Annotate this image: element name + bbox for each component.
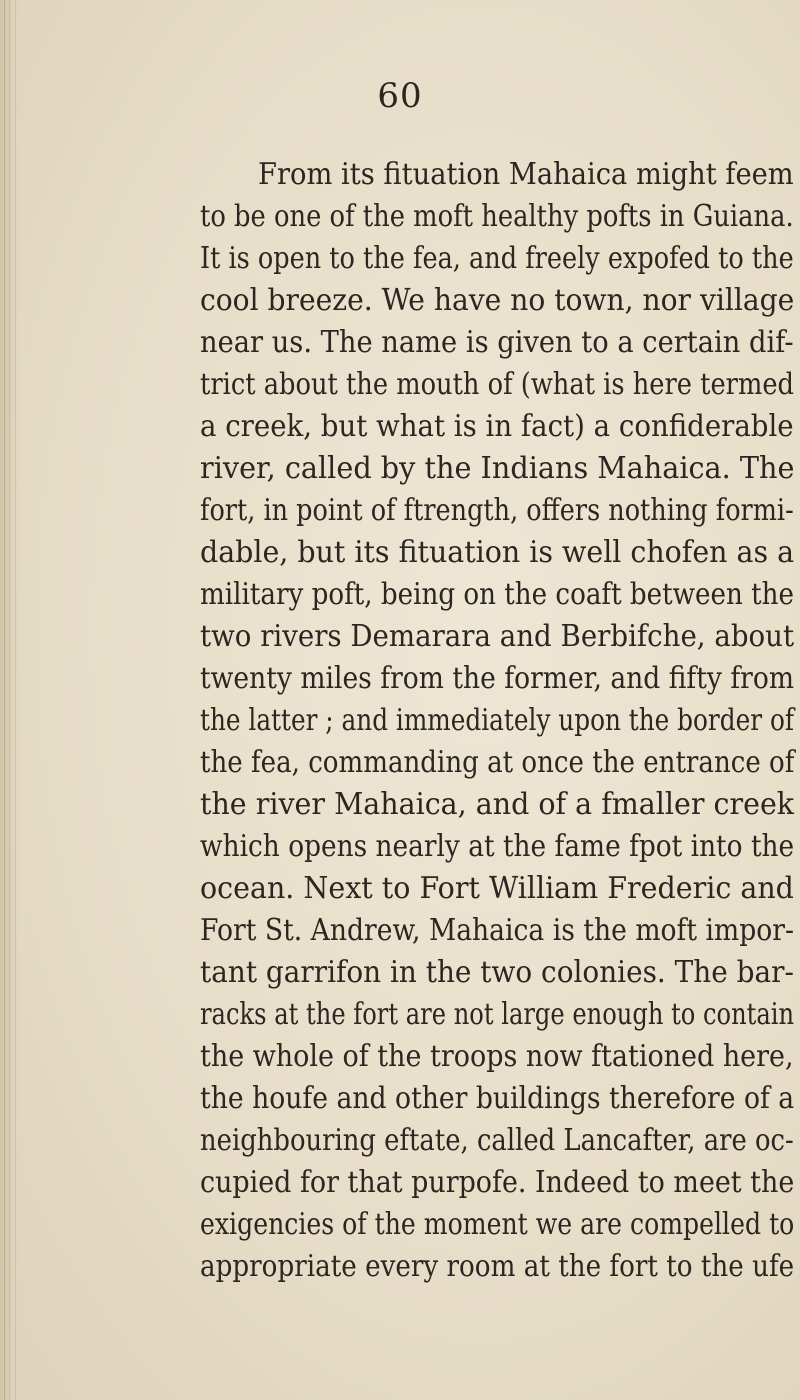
text-line: near us. The name is given to a certain dif- [200, 325, 794, 359]
text-line: which opens nearly at the fame fpot into the [200, 829, 795, 863]
text-line: exigencies of the moment we are compelled to [200, 1207, 795, 1241]
text-line: military poft, being on the coaft between the [200, 577, 794, 611]
text-line: It is open to the fea, and freely expofed to the [200, 241, 794, 275]
text-line: ocean. Next to Fort William Frederic and [200, 871, 794, 905]
text-line: appropriate every room at the fort to the ufe [200, 1249, 795, 1283]
gutter-line [9, 0, 10, 1400]
text-line: dable, but its fituation is well chofen as a [200, 535, 795, 569]
text-line: the houfe and other buildings therefore of a [200, 1081, 795, 1115]
text-line: the fea, commanding at once the entrance of [200, 745, 795, 779]
gutter-line [4, 0, 5, 1400]
text-line: Fort St. Andrew, Mahaica is the moft impor- [200, 913, 794, 947]
text-line: tant garrifon in the two colonies. The bar- [200, 955, 794, 989]
text-line: neighbouring eftate, called Lancafter, are oc- [200, 1123, 794, 1157]
text-line: the whole of the troops now ftationed here, [200, 1039, 794, 1073]
text-line: cool breeze. We have no town, nor village [200, 283, 795, 317]
text-line: racks at the fort are not large enough to contain [200, 997, 795, 1031]
text-line: the latter ; and immediately upon the border of [200, 703, 795, 737]
text-line: fort, in point of ftrength, offers nothing formi- [200, 493, 794, 527]
text-line: two rivers Demarara and Berbifche, about [200, 619, 795, 653]
text-line: river, called by the Indians Mahaica. The [200, 451, 795, 485]
page-gutter [0, 0, 20, 1400]
text-line: to be one of the moft healthy pofts in Guiana. [200, 199, 794, 233]
text-line: From its fituation Mahaica might feem [258, 157, 794, 191]
text-line: a creek, but what is in fact) a confiderable [200, 409, 794, 443]
page-number: 60 [377, 76, 423, 116]
gutter-line [15, 0, 16, 1400]
text-line: the river Mahaica, and of a fmaller creek [200, 787, 795, 821]
text-line: cupied for that purpofe. Indeed to meet the [200, 1165, 795, 1199]
text-line: trict about the mouth of (what is here termed [200, 367, 794, 401]
text-line: twenty miles from the former, and fifty from [200, 661, 795, 695]
